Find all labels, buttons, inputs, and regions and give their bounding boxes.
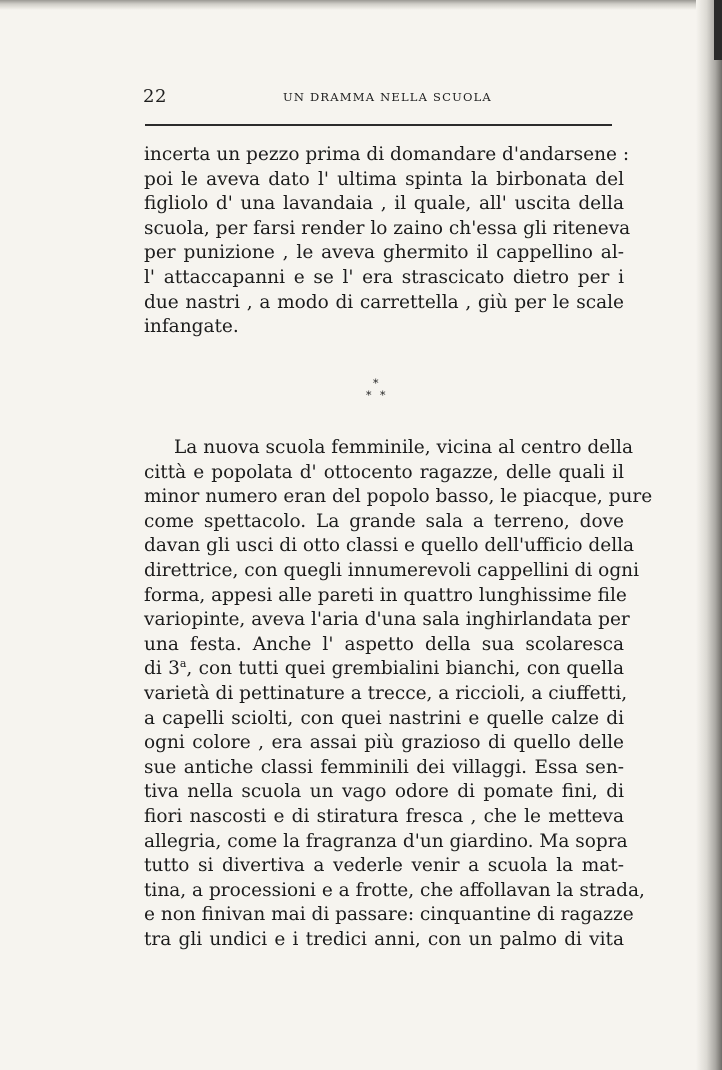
text-line: fiori nascosti e di stiratura fresca , che le metteva [144, 805, 624, 827]
text-line: come spettacolo. La grande sala a terreno, dove [144, 510, 624, 532]
text-line: tutto si divertiva a vederle venir a scuola la mat- [144, 855, 624, 877]
text-line: incerta un pezzo prima di domandare d'andarsene : [144, 144, 630, 165]
asterisk-bottom-right: * [380, 389, 386, 402]
text-fragment: di 3 [144, 658, 180, 680]
text-line: figliolo d' una lavandaia , il quale, all' uscita della [144, 193, 624, 215]
text-line: varietà di pettinature a trecce, a riccioli, a ciuffetti, [144, 682, 628, 704]
text-line: tina, a processioni e a frotte, che affollavan la strada, [144, 879, 645, 901]
text-line-indented: La nuova scuola femminile, vicina al centro della [174, 437, 633, 458]
section-break-asterism [363, 376, 393, 408]
text-line: ogni colore , era assai più grazioso di quello delle [144, 732, 624, 754]
text-line: per punizione , le aveva ghermito il cappellino al- [144, 242, 624, 264]
text-line: forma, appesi alle pareti in quattro lunghissime file [144, 584, 627, 606]
text-line: città e popolata d' ottocento ragazze, delle quali il [144, 461, 624, 483]
header-rule [145, 124, 612, 126]
text-line: poi le aveva dato l' ultima spinta la birbonata del [144, 168, 624, 190]
text-line: variopinte, aveva l'aria d'una sala inghirlandata per [144, 609, 630, 631]
text-line: sue antiche classi femminili dei villaggi. Essa sen- [144, 756, 624, 778]
text-line: l' attaccapanni e se l' era strascicato dietro per i [144, 266, 624, 288]
text-line: tiva nella scuola un vago odore di pomate fini, di [144, 781, 624, 803]
running-title: UN DRAMMA NELLA SCUOLA [283, 90, 492, 104]
text-line: davan gli usci di otto classi e quello dell'ufficio della [144, 535, 635, 557]
text-line: e non finivan mai di passare: cinquantine di ragazze [144, 904, 634, 926]
text-line: tra gli undici e i tredici anni, con un palmo di vita [144, 928, 624, 950]
text-line: due nastri , a modo di carrettella , giù per le scale [144, 291, 624, 313]
text-line-with-superscript [144, 657, 624, 682]
page-top-shadow [0, 0, 722, 10]
paragraph-continued [144, 143, 631, 340]
text-line: scuola, per farsi render lo zaino ch'essa gli riteneva [144, 217, 631, 239]
running-header [143, 86, 613, 112]
text-line: allegria, come la fragranza d'un giardino. Ma sopra [144, 830, 628, 852]
page-corner-dark [714, 0, 722, 60]
page-number: 22 [143, 86, 167, 107]
text-line: infangate. [144, 316, 239, 338]
text-line: una festa. Anche l' aspetto della sua scolaresca [144, 633, 624, 655]
text-line: minor numero eran del popolo basso, le piacque, pure [144, 486, 653, 508]
paragraph-new-section [144, 436, 653, 952]
text-line: direttrice, con quegli innumerevoli cappellini di ogni [144, 559, 639, 581]
page-right-gutter-shadow [696, 0, 722, 1070]
text-fragment: , con tutti quei grembialini bianchi, con quella [186, 658, 624, 680]
asterisk-top: * [373, 377, 379, 390]
ordinal-superscript: a [179, 657, 187, 671]
asterisk-bottom-left: * [366, 389, 372, 402]
text-line: a capelli sciolti, con quei nastrini e quelle calze di [144, 707, 624, 729]
